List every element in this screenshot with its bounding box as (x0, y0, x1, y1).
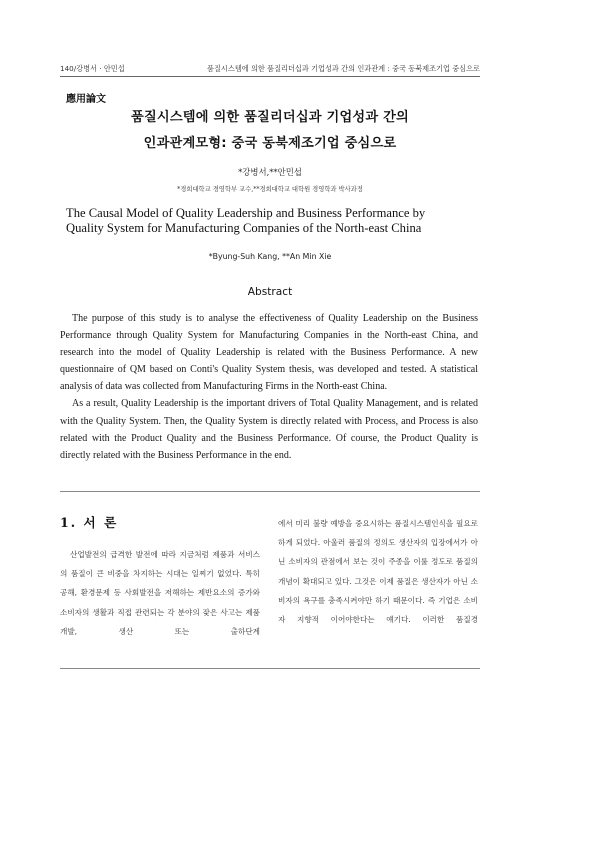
body-column-left (60, 545, 260, 641)
english-title-line1: The Causal Model of Quality Leadership and Business Performance by (66, 206, 426, 220)
section-heading: 1. 서 론 (60, 515, 119, 530)
running-header-left: 140/강병서 · 안민섭 (60, 64, 125, 73)
english-authors: *Byung-Suh Kang, **An Min Xie (208, 252, 332, 261)
body-column-right (278, 514, 478, 629)
running-header (60, 62, 480, 76)
abstract-paragraph-2: As a result, Quality Leadership is the important drivers of Total Quality Management, and is related with the Quality System. Then, the Quality System is directly related with Process, and Process is also related with the Product Quality and the Business Performance. Of course, the Product Quality is directly related with the Business Performance in the end. (60, 398, 478, 461)
abstract-body (60, 310, 478, 464)
abstract-paragraph-1: The purpose of this study is to analyse the effectiveness of Quality Leadership on the Business Performance through Quality System for Manufacturing Companies in the North-east China, and research into the model of Quality Leadership is related with the Business Performance. A new questionnaire of QM based on Conti's Quality System thesis, was developed and tested. A statistical analysis of data was collected from Manufacturing Firms in the North-east China. (60, 313, 478, 393)
english-title-line2: Quality System for Manufacturing Companies of the North-east China (66, 221, 422, 235)
footnote-divider (60, 668, 480, 669)
korean-title-line2: 인과관계모형: 중국 동북제조기업 중심으로 (143, 136, 397, 151)
header-rule (60, 76, 480, 77)
left-column-text: 산업발전의 급격한 발전에 따라 지금처럼 제품과 서비스의 품질이 큰 비중을 차지하는 시대는 일찌기 없었다. 특히 공해, 환경문제 등 사회발전을 저해하는 제반요소의 증가와 소비자의 생활과 직접 관련되는 각 분야의 잦은 사고는 제품개발, 생산 또는 출하단계 (60, 550, 260, 636)
paper-category: 應用論文 (66, 94, 106, 105)
abstract-heading: Abstract (247, 286, 293, 298)
right-column-text: 에서 미리 불량 예방을 중요시하는 품질시스템인식을 필요로 하게 되었다. 아울러 품질의 정의도 생산자의 입장에서가 아닌 소비자의 관점에서 보는 것이 주종을 이룰 정도로 품질의 개념이 확대되고 있다. 그것은 이제 품질은 생산자가 아닌 소비자의 욕구를 충족시켜야만 하기 때문이다. 즉 기업은 소비자 지향적 이어야한다는 얘기다. 이러한 품질경 (278, 519, 478, 625)
korean-affiliation: *경희대학교 경영학부 교수,**경희대학교 대학원 경영학과 박사과정 (177, 186, 363, 193)
korean-title-line1: 품질시스템에 의한 품질리더십과 기업성과 간의 (131, 110, 409, 125)
abstract-divider (60, 491, 480, 492)
korean-authors: *강병서,**안민섭 (238, 167, 302, 177)
running-header-right: 품질시스템에 의한 품질리더십과 기업성과 간의 인과관계 : 중국 동북제조기업 중심으로 (207, 64, 480, 73)
